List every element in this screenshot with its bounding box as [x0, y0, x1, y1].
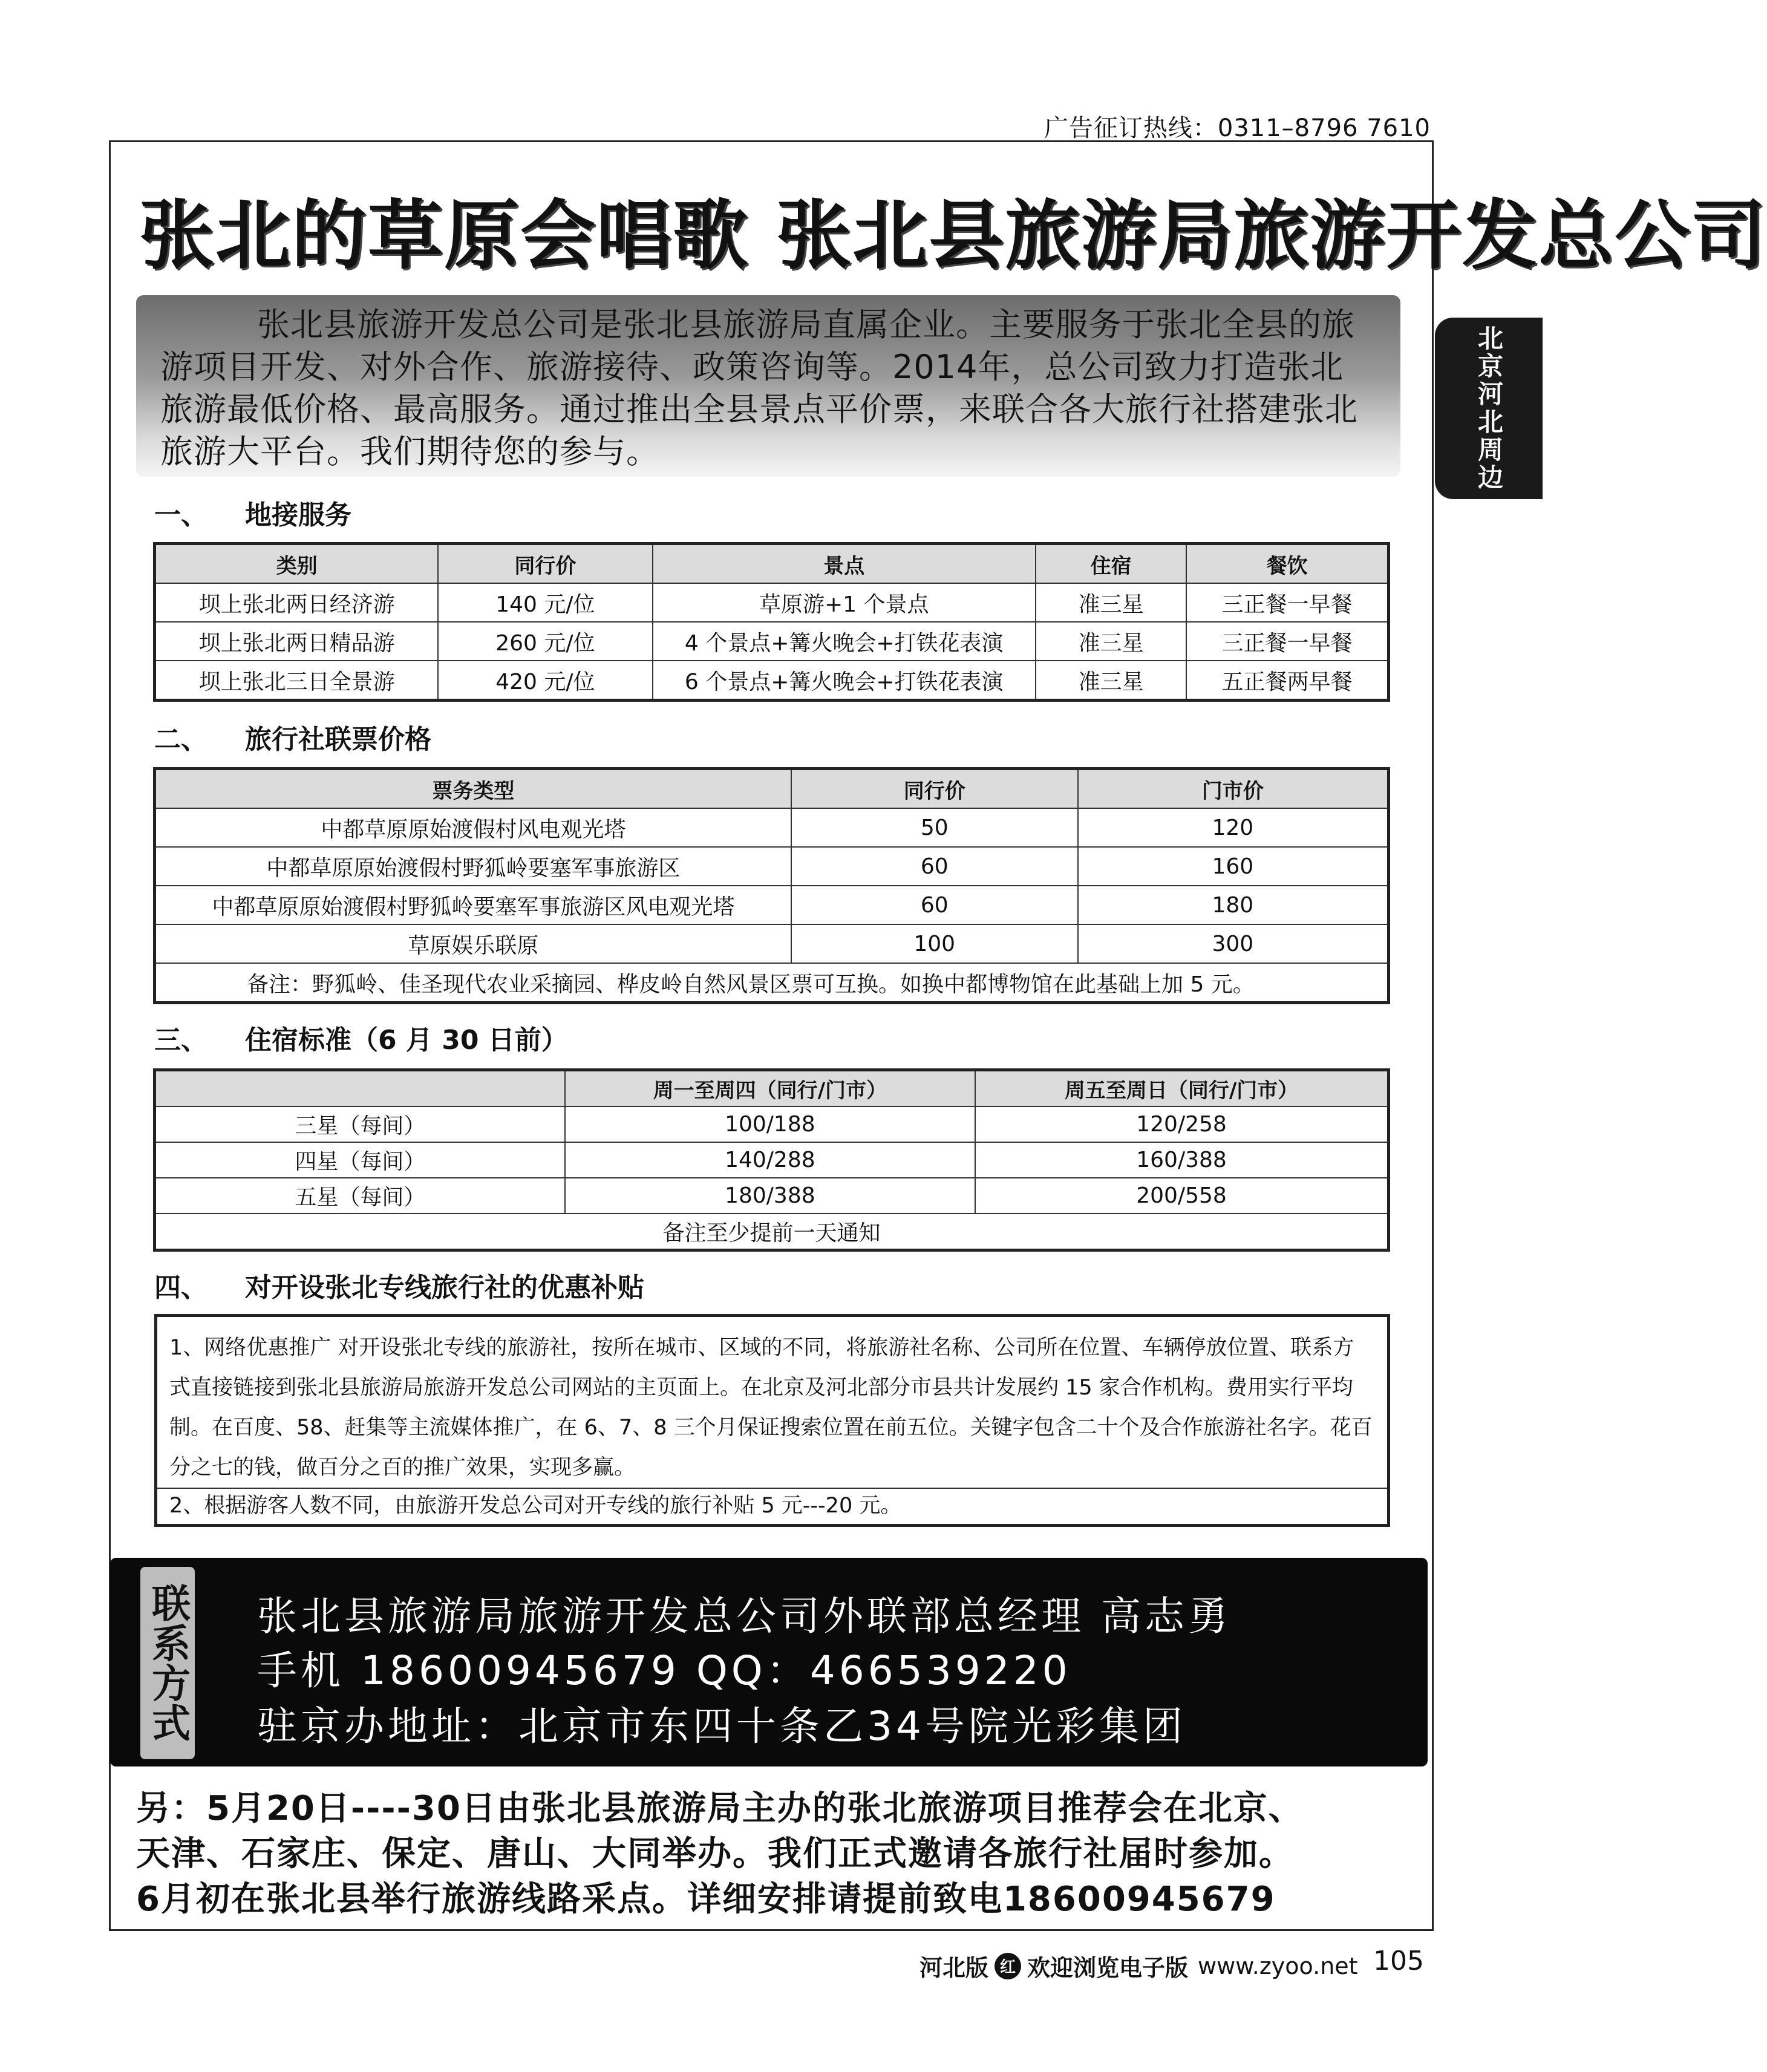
page-title: 张北的草原会唱歌 张北县旅游局旅游开发总公司: [139, 192, 1767, 279]
accommodation-table: [153, 1068, 1390, 1252]
section3-title: 住宿标准（6 月 30 日前）: [245, 1025, 568, 1056]
col-header: 周一至周四（同行/门市）: [565, 1070, 975, 1107]
table-cell: 草原游+1 个景点: [653, 583, 1036, 622]
table-row: [155, 924, 1389, 963]
table-cell: 300: [1078, 924, 1389, 963]
table-cell: 准三星: [1036, 661, 1186, 701]
table-cell: 4 个景点+篝火晚会+打铁花表演: [653, 622, 1036, 661]
section4-title: 对开设张北专线旅行社的优惠补贴: [245, 1272, 644, 1303]
table-cell: 中都草原原始渡假村野狐岭要塞军事旅游区风电观光塔: [155, 886, 791, 924]
table-cell: 120: [1078, 808, 1389, 847]
table-note-text: 备注：野狐岭、佳圣现代农业采摘园、桦皮岭自然风景区票可互换。如换中都博物馆在此基础上加 5 元。: [247, 972, 1255, 997]
side-tab-label: 北京河北周边: [1474, 325, 1504, 492]
table-cell: 五星（每间）: [155, 1178, 565, 1214]
table-cell: 坝上张北两日精品游: [155, 622, 439, 661]
section1-title: 地接服务: [245, 500, 351, 531]
table-row: [155, 808, 1389, 847]
footnote-line-3: 6月初在张北县举行旅游线路采点。详细安排请提前致电18600945679: [136, 1880, 1276, 1919]
table-cell: 260 元/位: [438, 622, 652, 661]
table-cell: 准三星: [1036, 583, 1186, 622]
table-cell: 四星（每间）: [155, 1142, 565, 1178]
section-side-tab: [1435, 318, 1543, 499]
table-cell: 五正餐两早餐: [1186, 661, 1388, 701]
col-header: 同行价: [791, 769, 1078, 809]
footnote-line-1: 另：5月20日----30日由张北县旅游局主办的张北旅游项目推荐会在北京、: [136, 1789, 1304, 1828]
table-cell: 三正餐一早餐: [1186, 583, 1388, 622]
table-cell: 160: [1078, 847, 1389, 886]
col-header: 景点: [653, 544, 1036, 584]
table-row: [155, 847, 1389, 886]
table-cell: 准三星: [1036, 622, 1186, 661]
table-note-row: [155, 963, 1389, 1003]
section2-heading: [154, 717, 431, 756]
table-cell: 180/388: [565, 1178, 975, 1214]
red-badge-icon: 红: [995, 1953, 1021, 1979]
table-cell: 180: [1078, 886, 1389, 924]
footer-url[interactable]: www.zyoo.net: [1198, 1952, 1358, 1979]
intro-text: 张北县旅游开发总公司是张北县旅游局直属企业。主要服务于张北全县的旅游项目开发、对外合作、旅游接待、政策咨询等。2014年，总公司致力打造张北旅游最低价格、最高服务。通过推出全县景点平价票，来联合各大旅行社搭建张北旅游大平台。我们期待您的参与。: [160, 306, 1358, 471]
table-row: [155, 622, 1389, 661]
section2-number: 二、: [154, 724, 207, 755]
intro-box: [136, 295, 1400, 477]
table-header-row: [155, 769, 1389, 809]
section1-heading: [154, 493, 351, 532]
joint-ticket-table: [153, 767, 1390, 1004]
section2-title: 旅行社联票价格: [245, 724, 431, 755]
table-row: [155, 886, 1389, 924]
contact-label-text: 联系方式: [145, 1583, 190, 1743]
contact-manager: 张北县旅游局旅游开发总公司外联部总经理 高志勇: [257, 1593, 1232, 1639]
table-cell: 160/388: [975, 1142, 1388, 1178]
table-row: [155, 1142, 1389, 1178]
table-cell: 三星（每间）: [155, 1106, 565, 1142]
contact-phone: 手机 18600945679 QQ：466539220: [257, 1647, 1071, 1694]
table-cell: 420 元/位: [438, 661, 652, 701]
local-service-table: [153, 542, 1390, 702]
table-cell: 坝上张北三日全景游: [155, 661, 439, 701]
table-cell: 6 个景点+篝火晚会+打铁花表演: [653, 661, 1036, 701]
subsidy-item-1: 1、网络优惠推广 对开设张北专线的旅游社，按所在城市、区域的不同，将旅游社名称、公司所在位置、车辆停放位置、联系方式直接链接到张北县旅游局旅游开发总公司网站的主页面上。在北京及河北部分市县共计发展约 15 家合作机构。费用实行平均制。在百度、58、赶集等主流媒体推广，在 6、7、8 三个月保证搜索位置在前五位。关键字包含二十个及合作旅游社名字。花百分之七的钱，做百分之百的推广效果，实现多赢。: [169, 1336, 1373, 1480]
table-note: [155, 963, 1389, 1003]
table-cell: 140 元/位: [438, 583, 652, 622]
footer-edition: 河北版: [919, 1955, 989, 1981]
page-footer: [919, 1949, 1358, 1982]
table-note-row: [155, 1214, 1389, 1250]
section4-number: 四、: [154, 1272, 207, 1303]
table-cell: 200/558: [975, 1178, 1388, 1214]
table-row: [155, 583, 1389, 622]
section3-heading: [154, 1018, 568, 1057]
table-cell: 三正餐一早餐: [1186, 622, 1388, 661]
table-row: [155, 661, 1389, 701]
table-cell: 100/188: [565, 1106, 975, 1142]
col-header: 票务类型: [155, 769, 791, 809]
table-cell: 中都草原原始渡假村野狐岭要塞军事旅游区: [155, 847, 791, 886]
table-header-row: [155, 1070, 1389, 1107]
table-row: [155, 1178, 1389, 1214]
subsidy-box: [154, 1314, 1390, 1527]
col-header: 同行价: [438, 544, 652, 584]
table-cell: 50: [791, 808, 1078, 847]
contact-address: 驻京办地址：北京市东四十条乙34号院光彩集团: [257, 1703, 1186, 1750]
table-header-row: [155, 544, 1389, 584]
table-cell: 坝上张北两日经济游: [155, 583, 439, 622]
subsidy-item-2: 2、根据游客人数不同，由旅游开发总公司对开专线的旅行补贴 5 元---20 元。: [157, 1488, 1387, 1524]
table-cell: 60: [791, 847, 1078, 886]
table-cell: 草原娱乐联原: [155, 924, 791, 963]
section3-number: 三、: [154, 1025, 207, 1056]
col-header: 门市价: [1078, 769, 1389, 809]
contact-label: [140, 1567, 195, 1759]
footnote-line-2: 天津、石家庄、保定、唐山、大同举办。我们正式邀请各旅行社届时参加。: [136, 1834, 1294, 1874]
table-cell: 100: [791, 924, 1078, 963]
col-header: 周五至周日（同行/门市）: [975, 1070, 1388, 1107]
ad-hotline: 广告征订热线：0311–8796 7610: [1044, 114, 1431, 142]
page-number: 105: [1373, 1946, 1424, 1976]
section1-number: 一、: [154, 500, 207, 531]
table-row: [155, 1106, 1389, 1142]
footer-welcome: 欢迎浏览电子版: [1027, 1955, 1189, 1981]
col-header: 餐饮: [1186, 544, 1388, 584]
table-cell: 中都草原原始渡假村风电观光塔: [155, 808, 791, 847]
table-cell: 140/288: [565, 1142, 975, 1178]
section4-heading: [154, 1266, 644, 1304]
col-header: [155, 1070, 565, 1107]
table-cell: 60: [791, 886, 1078, 924]
col-header: 类别: [155, 544, 439, 584]
table-cell: 120/258: [975, 1106, 1388, 1142]
col-header: 住宿: [1036, 544, 1186, 584]
table-note: 备注至少提前一天通知: [155, 1214, 1389, 1250]
